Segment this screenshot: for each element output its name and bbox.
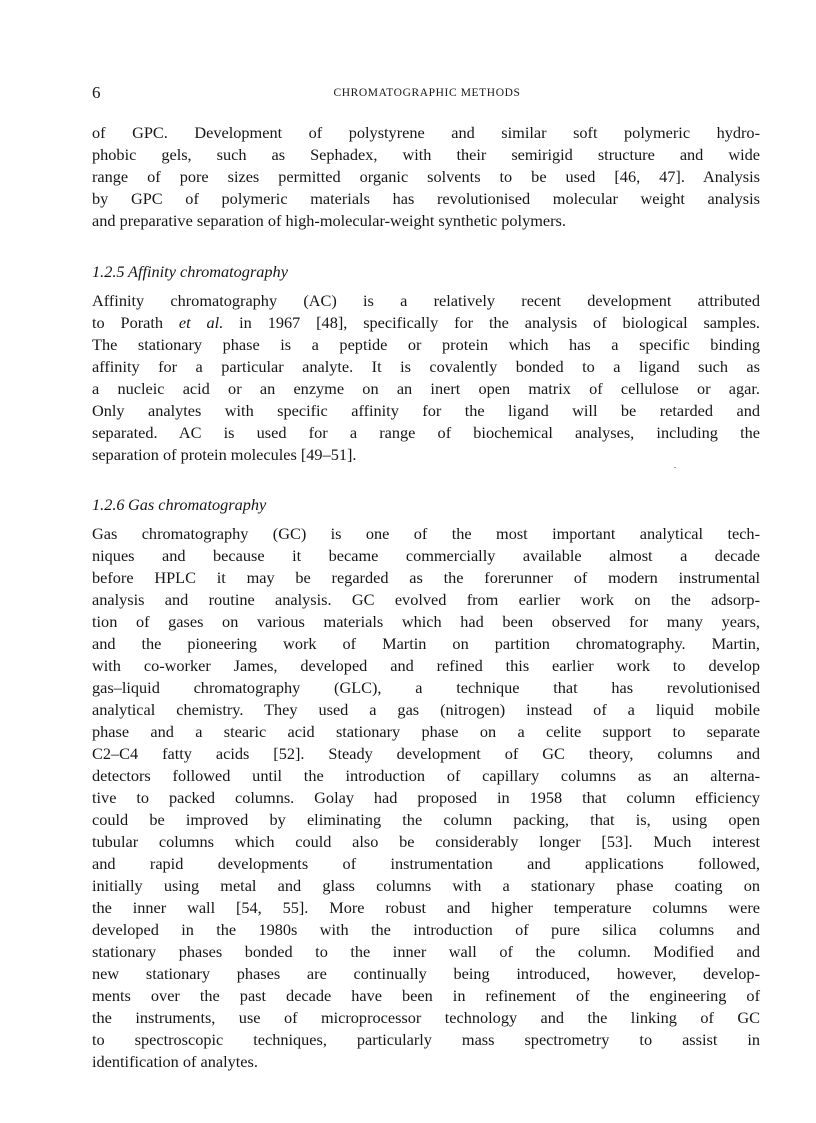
paragraph-line: by GPC of polymeric materials has revolutionised molecular weight analysis xyxy=(92,189,760,208)
paragraph-line: The stationary phase is a peptide or protein which has a specific binding xyxy=(92,335,760,354)
section-number: 1.2.6 xyxy=(92,495,125,514)
paragraph-line: C2–C4 fatty acids [52]. Steady development of GC theory, columns and xyxy=(92,744,760,763)
affinity-paragraph xyxy=(92,290,760,466)
paragraph-line: developed in the 1980s with the introduction of pure silica columns and xyxy=(92,920,760,939)
paragraph-line: tive to packed columns. Golay had proposed in 1958 that column efficiency xyxy=(92,788,760,807)
paragraph-line: detectors followed until the introduction of capillary columns as an alterna- xyxy=(92,766,760,785)
paragraph-line: separation of protein molecules [49–51]. xyxy=(92,445,357,464)
paragraph-line: with co-worker James, developed and refined this earlier work to develop xyxy=(92,656,760,675)
running-head xyxy=(92,83,762,103)
paragraph-line: stationary phases bonded to the inner wall of the column. Modified and xyxy=(92,942,760,961)
paragraph-line: the inner wall [54, 55]. More robust and higher temperature columns were xyxy=(92,898,760,917)
paragraph-line: and rapid developments of instrumentation and applications followed, xyxy=(92,854,760,873)
paragraph-line: a nucleic acid or an enzyme on an inert open matrix of cellulose or agar. xyxy=(92,379,760,398)
paragraph-line: gas–liquid chromatography (GLC), a technique that has revolutionised xyxy=(92,678,760,697)
paragraph-line: Affinity chromatography (AC) is a relatively recent development attributed xyxy=(92,291,760,310)
paragraph-line: new stationary phases are continually being introduced, however, develop- xyxy=(92,964,760,983)
paragraph-line: the instruments, use of microprocessor technology and the linking of GC xyxy=(92,1008,760,1027)
paragraph-line: analysis and routine analysis. GC evolved from earlier work on the adsorp- xyxy=(92,590,760,609)
paragraph-line: and the pioneering work of Martin on partition chromatography. Martin, xyxy=(92,634,760,653)
paragraph-line: initially using metal and glass columns with a stationary phase coating on xyxy=(92,876,760,895)
paragraph-line: separated. AC is used for a range of biochemical analyses, including the xyxy=(92,423,760,442)
section-heading-affinity xyxy=(92,261,288,283)
paragraph-line: tion of gases on various materials which had been observed for many years, xyxy=(92,612,760,631)
paragraph-line: of GPC. Development of polystyrene and similar soft polymeric hydro- xyxy=(92,123,760,142)
paragraph-line: and preparative separation of high-molecular-weight synthetic polymers. xyxy=(92,211,566,230)
section-number: 1.2.5 xyxy=(92,262,125,281)
paragraph-line: identification of analytes. xyxy=(92,1052,258,1071)
print-speck xyxy=(674,467,676,468)
paragraph-line: before HPLC it may be regarded as the forerunner of modern instrumental xyxy=(92,568,760,587)
paragraph-line: phobic gels, such as Sephadex, with their semirigid structure and wide xyxy=(92,145,760,164)
section-heading-gas xyxy=(92,494,266,516)
running-title: CHROMATOGRAPHIC METHODS xyxy=(333,87,521,99)
section-title: Gas chromatography xyxy=(128,495,267,514)
intro-paragraph xyxy=(92,122,760,232)
paragraph-line: analytical chemistry. They used a gas (nitrogen) instead of a liquid mobile xyxy=(92,700,760,719)
paragraph-line: Gas chromatography (GC) is one of the most important analytical tech- xyxy=(92,524,760,543)
gas-paragraph xyxy=(92,523,760,1073)
paragraph-line: tubular columns which could also be considerably longer [53]. Much interest xyxy=(92,832,760,851)
paragraph-line: affinity for a particular analyte. It is covalently bonded to a ligand such as xyxy=(92,357,760,376)
paragraph-line: ments over the past decade have been in refinement of the engineering of xyxy=(92,986,760,1005)
paragraph-line: could be improved by eliminating the column packing, that is, using open xyxy=(92,810,760,829)
paragraph-line: to Porath et al. in 1967 [48], specifically for the analysis of biological samples. xyxy=(92,313,760,332)
paragraph-line: to spectroscopic techniques, particularly mass spectrometry to assist in xyxy=(92,1030,760,1049)
paragraph-line: niques and because it became commercially available almost a decade xyxy=(92,546,760,565)
paragraph-line: Only analytes with specific affinity for the ligand will be retarded and xyxy=(92,401,760,420)
section-title: Affinity chromatography xyxy=(128,262,288,281)
paragraph-line: range of pore sizes permitted organic solvents to be used [46, 47]. Analysis xyxy=(92,167,760,186)
paragraph-line: phase and a stearic acid stationary phase on a celite support to separate xyxy=(92,722,760,741)
page-number: 6 xyxy=(92,83,101,102)
